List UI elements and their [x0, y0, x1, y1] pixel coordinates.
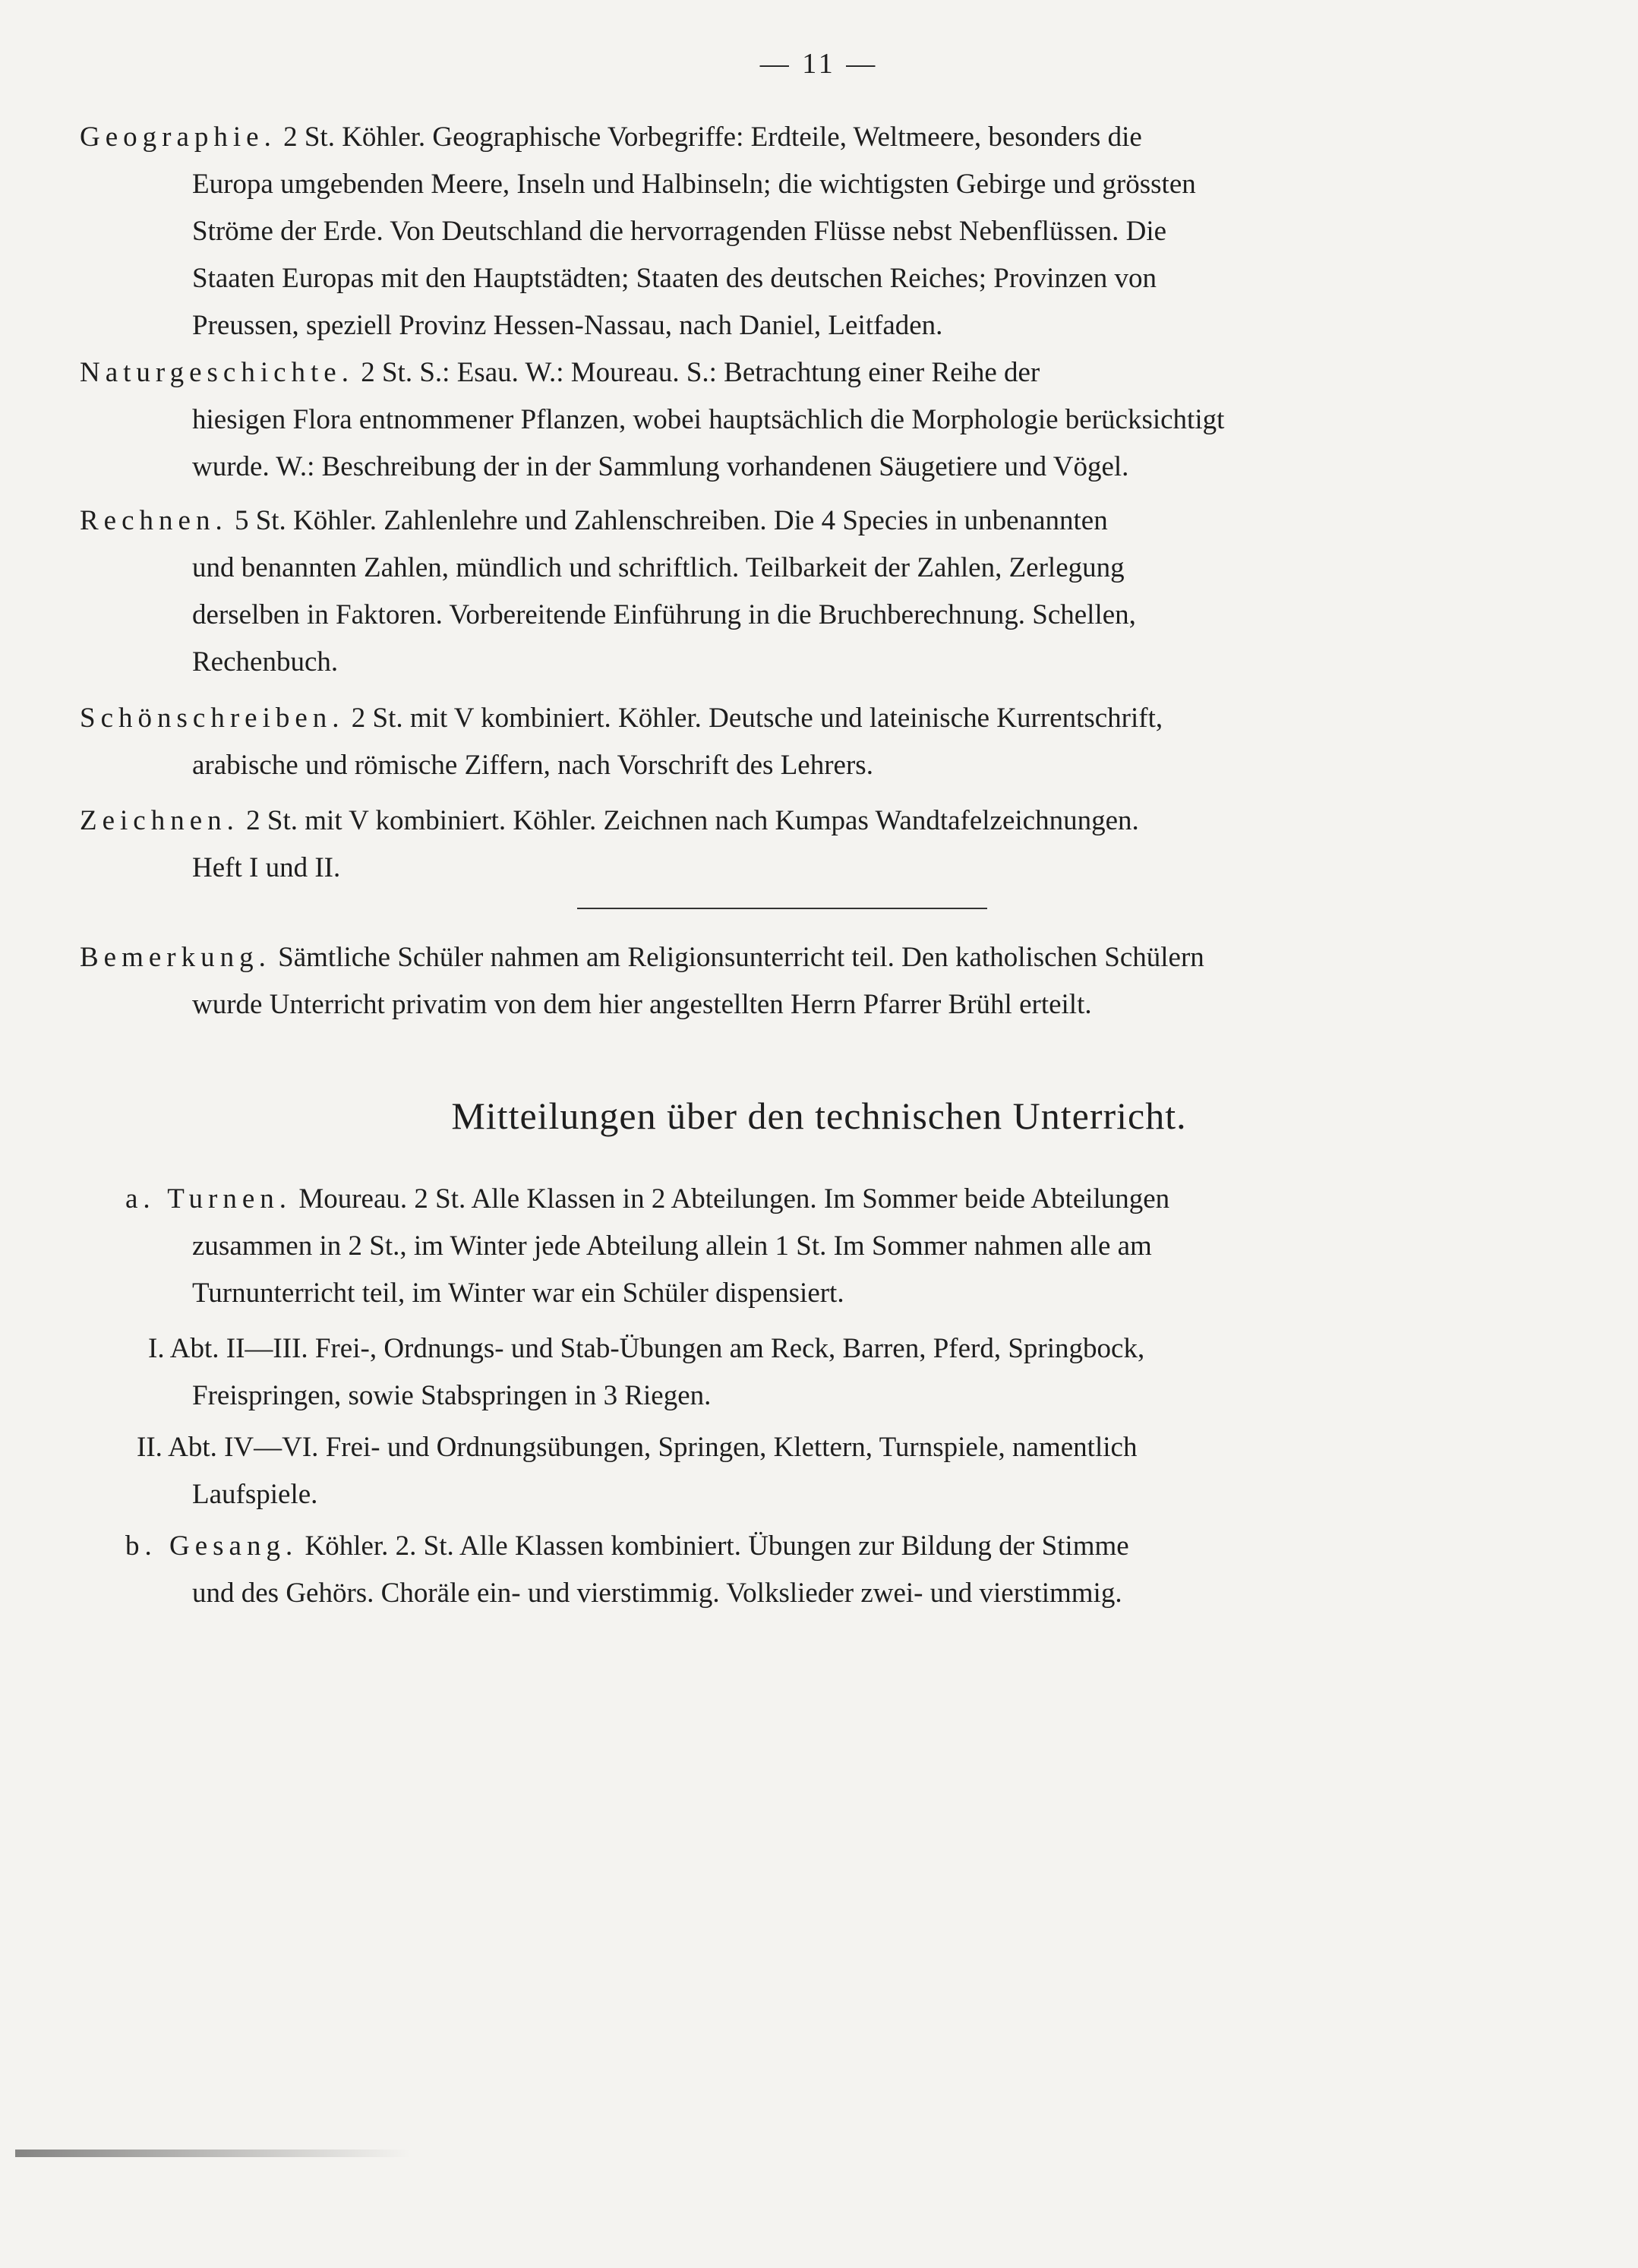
entry-line: Freispringen, sowie Stabspringen in 3 Riegen.: [192, 1380, 712, 1411]
entry-line: Ströme der Erde. Von Deutschland die hervorragenden Flüsse nebst Nebenflüssen. Die: [192, 216, 1167, 247]
entry-term: b. Gesang.: [125, 1530, 298, 1562]
entry-term: Geographie.: [80, 122, 276, 153]
entry-line: wurde Unterricht privatim von dem hier angestellten Herrn Pfarrer Brühl erteilt.: [192, 989, 1092, 1020]
entry-naturgeschichte: [80, 349, 1507, 491]
entry-term: Rechnen.: [80, 505, 228, 536]
section-heading: Mitteilungen über den technischen Unterricht.: [451, 1095, 1187, 1137]
entry-term: a. Turnen.: [125, 1183, 292, 1215]
entry-term: Naturgeschichte.: [80, 357, 354, 388]
entry-line: Turnunterricht teil, im Winter war ein Schüler dispensiert.: [192, 1278, 844, 1309]
entry-line: hiesigen Flora entnommener Pflanzen, wobei hauptsächlich die Morphologie berücksichtigt: [192, 404, 1225, 435]
entry-line: 2 St. S.: Esau. W.: Moureau. S.: Betrachtung einer Reihe der: [361, 357, 1040, 388]
entry-term: Bemerkung.: [80, 942, 271, 973]
entry-line: Staaten Europas mit den Hauptstädten; Staaten des deutschen Reiches; Provinzen von: [192, 263, 1157, 294]
entry-line: Frei- und Ordnungsübungen, Springen, Klettern, Turnspiele, namentlich: [325, 1432, 1138, 1463]
entry-rechnen: [80, 498, 1507, 686]
entry-abteilung-1: [80, 1325, 1507, 1420]
scan-edge-shadow: [15, 2150, 410, 2157]
entry-line: 2 St. mit V kombiniert. Köhler. Deutsche und lateinische Kurrentschrift,: [351, 703, 1163, 734]
entry-term: Zeichnen.: [80, 805, 239, 836]
entry-line: und benannten Zahlen, mündlich und schriftlich. Teilbarkeit der Zahlen, Zerlegung: [192, 552, 1125, 583]
entry-zeichnen: [80, 798, 1507, 892]
entry-line: 2 St. mit V kombiniert. Köhler. Zeichnen nach Kumpas Wandtafelzeichnungen.: [246, 805, 1139, 836]
entry-term: II. Abt. IV—VI.: [137, 1432, 319, 1463]
entry-turnen: [80, 1176, 1507, 1317]
entry-term: Schönschreiben.: [80, 703, 345, 734]
entry-line: Moureau. 2 St. Alle Klassen in 2 Abteilungen. Im Sommer beide Abteilungen: [298, 1183, 1170, 1215]
entry-gesang: [80, 1523, 1507, 1617]
entry-line: Europa umgebenden Meere, Inseln und Halbinseln; die wichtigsten Gebirge und grössten: [192, 169, 1196, 200]
entry-line: 5 St. Köhler. Zahlenlehre und Zahlenschreiben. Die 4 Species in unbenannten: [234, 505, 1108, 536]
entry-line: arabische und römische Ziffern, nach Vorschrift des Lehrers.: [192, 750, 873, 781]
entry-line: Frei-, Ordnungs- und Stab-Übungen am Reck, Barren, Pferd, Springbock,: [314, 1333, 1145, 1364]
separator-rule: [577, 908, 987, 909]
entry-line: Heft I und II.: [192, 852, 341, 883]
entry-line: zusammen in 2 St., im Winter jede Abteilung allein 1 St. Im Sommer nahmen alle am: [192, 1230, 1152, 1262]
entry-schoenschreiben: [80, 695, 1507, 789]
entry-term: I. Abt. II—III.: [148, 1333, 308, 1364]
entry-line: Laufspiele.: [192, 1479, 318, 1510]
page-number: — 11 —: [759, 48, 879, 80]
entry-line: und des Gehörs. Choräle ein- und vierstimmig. Volkslieder zwei- und vierstimmig.: [192, 1578, 1122, 1609]
entry-line: Rechenbuch.: [192, 646, 339, 678]
entry-line: Sämtliche Schüler nahmen am Religionsunterricht teil. Den katholischen Schülern: [278, 942, 1204, 973]
entry-line: Preussen, speziell Provinz Hessen-Nassau, nach Daniel, Leitfaden.: [192, 310, 943, 341]
entry-line: 2 St. Köhler. Geographische Vorbegriffe: Erdteile, Weltmeere, besonders die: [283, 122, 1142, 153]
entry-bemerkung: [80, 934, 1507, 1028]
entry-line: derselben in Faktoren. Vorbereitende Einführung in die Bruchberechnung. Schellen,: [192, 599, 1136, 630]
entry-geographie: [80, 114, 1507, 349]
entry-abteilung-2: [80, 1424, 1507, 1518]
entry-line: Köhler. 2. St. Alle Klassen kombiniert. Übungen zur Bildung der Stimme: [305, 1530, 1129, 1562]
entry-line: wurde. W.: Beschreibung der in der Sammlung vorhandenen Säugetiere und Vögel.: [192, 451, 1129, 482]
